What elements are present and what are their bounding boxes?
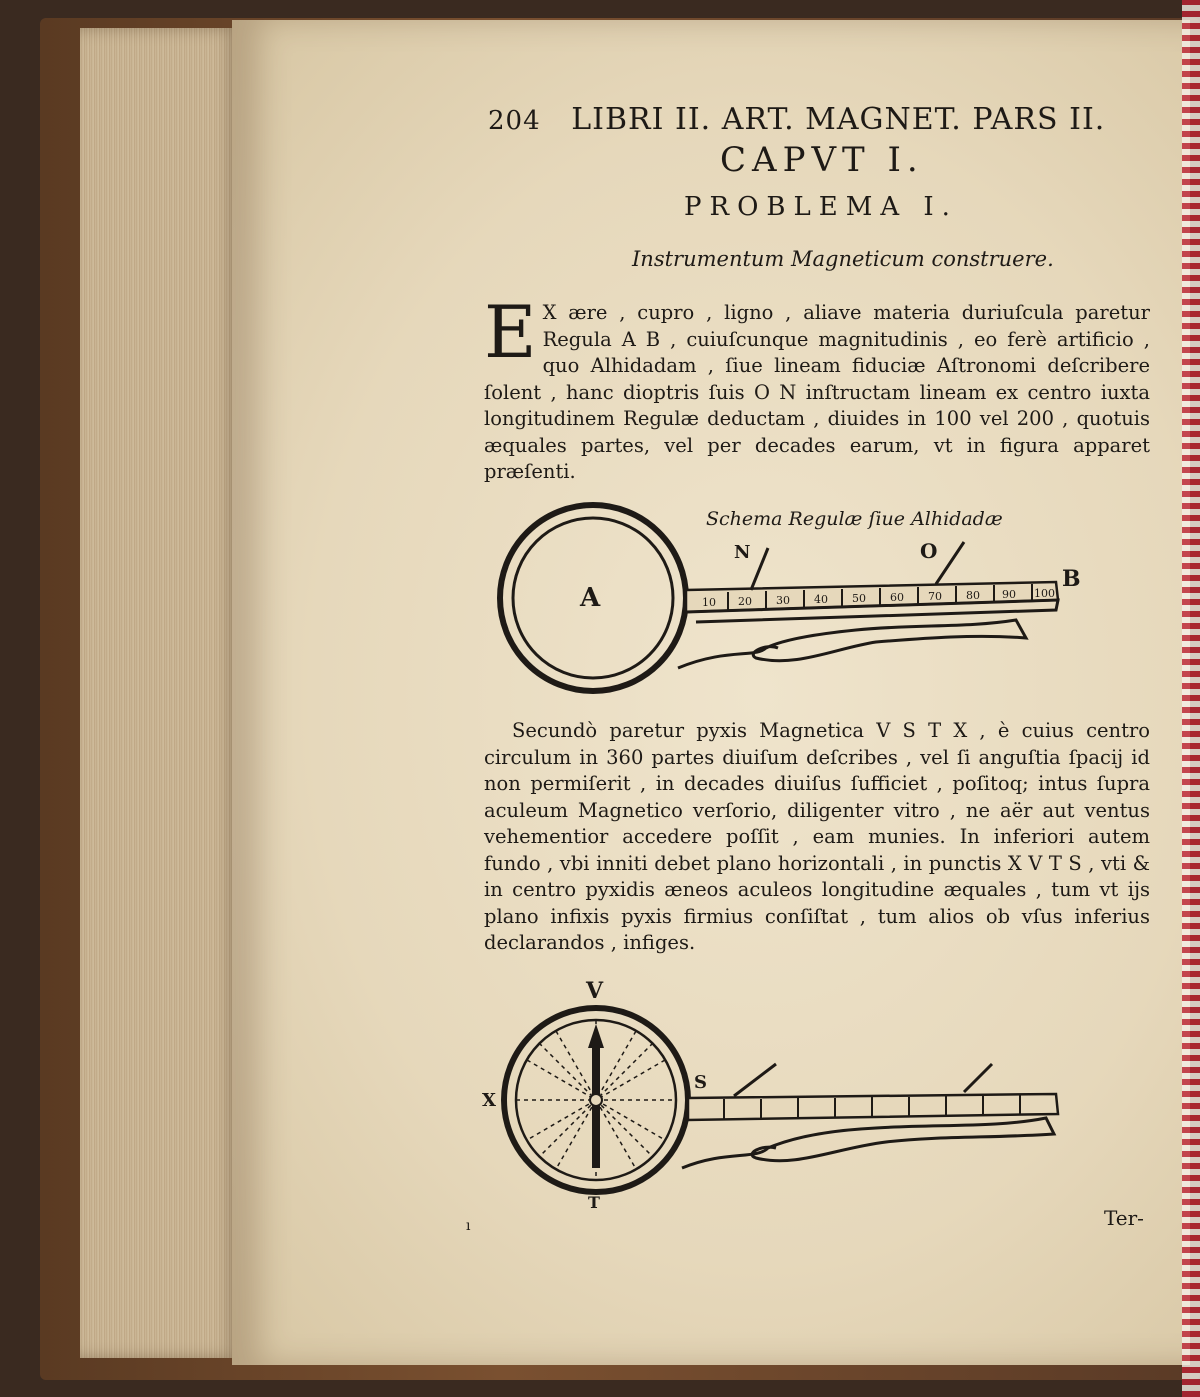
paragraph-1	[484, 290, 1150, 486]
problem-heading: PROBLEMA I.	[684, 192, 958, 222]
figure-compass-diagram	[476, 978, 1076, 1208]
label-t: T	[588, 1193, 600, 1208]
facing-page-edge	[1182, 0, 1200, 1397]
signature-mark: ı	[466, 1218, 471, 1234]
ornamental-tail	[678, 620, 1026, 668]
label-s: S	[694, 1072, 707, 1093]
paragraph-1-text: X ære , cupro , ligno , aliave materia duriuſcula paretur Regula A B , cuiuſcunque magnitudinis , eo ferè artificio , quo Alhidadam , ſiue lineam fiduciæ Aſtronomi deſcribere ſolent , hanc dioptris ſuis O N inſtructam lineam ex centro iuxta longitudinem Regulæ deductam , diuides in 100 vel 200 , quotuis æquales partes, vel per decades earum, vt in figura apparet præſenti.	[484, 301, 1150, 483]
compass-sight-vane-2	[964, 1064, 992, 1092]
label-o: O	[920, 539, 938, 563]
scale-label: 30	[776, 594, 790, 607]
scale-label: 100	[1034, 587, 1055, 600]
scale-label: 70	[928, 590, 942, 603]
figure-1-caption: Schema Regulæ ſiue Alhidadæ	[706, 508, 1003, 530]
label-b: B	[1062, 566, 1081, 592]
sight-vane-o	[936, 542, 964, 584]
paragraph-2: Secundò paretur pyxis Magnetica V S T X , è cuius centro circulum in 360 partes diuiſum deſcribes , vel ſi anguſtia ſpacij id non permiſerit , in decades diuiſus ſufficiet , poſitoq; intus ſupra aculeum Magnetico verſorio, diligenter vitro , ne aër aut ventus vehementior accedere poſſit , eam munies. In inferiori autem fundo , vbi inniti debet plano horizontali , in punctis X V T S , vti & in centro pyxidis æneos aculeos longitudine æquales , tum vt ijs plano infixis pyxis firmius conſiſtat , tum alios ob vſus inferius declarandos , infiges.	[484, 719, 1150, 954]
compass-sight-vane-1	[734, 1064, 776, 1096]
compass-ornamental-tail	[682, 1118, 1054, 1168]
scale-label: 90	[1002, 588, 1016, 601]
scale-label: 20	[738, 595, 752, 608]
chapter-heading: CAPVT I.	[720, 140, 924, 180]
label-a: A	[580, 583, 601, 613]
compass-pivot	[590, 1094, 602, 1106]
scale-label: 40	[814, 593, 828, 606]
page-edges	[80, 28, 240, 1358]
label-v: V	[586, 978, 604, 1004]
scale-label: 60	[890, 591, 904, 604]
figure-alidade-diagram	[496, 498, 1096, 703]
scale-label: 80	[966, 589, 980, 602]
running-header	[488, 102, 1106, 137]
label-n: N	[734, 542, 751, 563]
running-title: LIBRI II. ART. MAGNET. PARS II.	[571, 102, 1106, 137]
sight-vane-n	[751, 548, 768, 590]
problem-subtitle: Instrumentum Magneticum construere.	[632, 247, 1054, 271]
scale-label: 50	[852, 592, 866, 605]
catchword: Ter-	[1104, 1206, 1144, 1230]
label-x: X	[482, 1090, 496, 1111]
page-number: 204	[488, 106, 541, 136]
scale-label: 10	[702, 596, 716, 609]
drop-capital: E	[484, 290, 537, 374]
